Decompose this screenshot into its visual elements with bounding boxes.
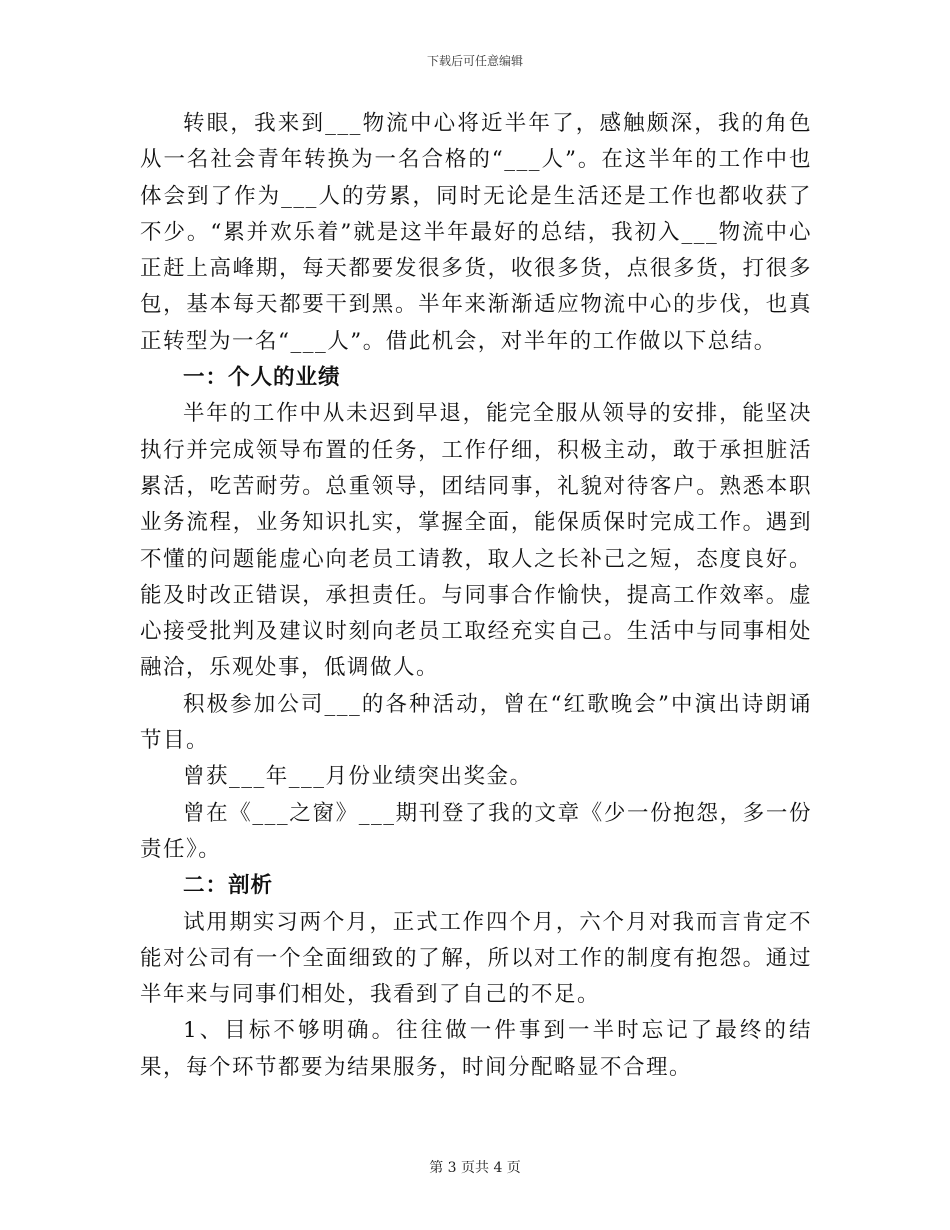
- header-note: 下载后可任意编辑: [426, 54, 523, 68]
- section-heading-performance: 一：个人的业绩: [183, 365, 341, 391]
- section-heading-analysis: 二：剖析: [183, 873, 274, 899]
- paragraph-intro: 转眼，我来到___物流中心将近半年了，感触颇深，我的角色从一名社会青年转换为一名合格的“___人”。在这半年的工作中也体会到了作为___人的劳累，同时无论是生活还是工作也都收获了不少。“累并欢乐着”就是这半年最好的总结，我初入___物流中心正赶上高峰期，每天都要发很多货，收很多货，点很多货，打很多包，基本每天都要干到黑。半年来渐渐适应物流中心的步伐，也真正转型为一名“___人”。借此机会，对半年的工作做以下总结。: [140, 111, 812, 354]
- document-body: [140, 106, 812, 1086]
- paragraph-article: 曾在《___之窗》___期刊登了我的文章《少一份抱怨，多一份责任》。: [140, 800, 812, 862]
- paragraph-award: 曾获___年___月份业绩突出奖金。: [183, 764, 533, 790]
- paragraph-performance: 半年的工作中从未迟到早退，能完全服从领导的安排，能坚决执行并完成领导布置的任务，工作仔细，积极主动，敢于承担脏活累活，吃苦耐劳。总重领导，团结同事，礼貌对待客户。熟悉本职业务流程，业务知识扎实，掌握全面，能保质保时完成工作。遇到不懂的问题能虚心向老员工请教，取人之长补己之短，态度良好。能及时改正错误，承担责任。与同事合作愉快，提高工作效率。虚心接受批判及建议时刻向老员工取经充实自己。生活中与同事相处融洽，乐观处事，低调做人。: [140, 401, 812, 681]
- paragraph-point-1: 1、目标不够明确。往往做一件事到一半时忘记了最终的结果，每个环节都要为结果服务，时间分配略显不合理。: [140, 1018, 812, 1080]
- paragraph-analysis: 试用期实习两个月，正式工作四个月，六个月对我而言肯定不能对公司有一个全面细致的了解，所以对工作的制度有抱怨。通过半年来与同事们相处，我看到了自己的不足。: [140, 909, 812, 1008]
- paragraph-activities: 积极参加公司___的各种活动，曾在“红歌晚会”中演出诗朗诵节目。: [140, 691, 812, 754]
- page-number: 第 3 页共 4 页: [429, 1160, 521, 1176]
